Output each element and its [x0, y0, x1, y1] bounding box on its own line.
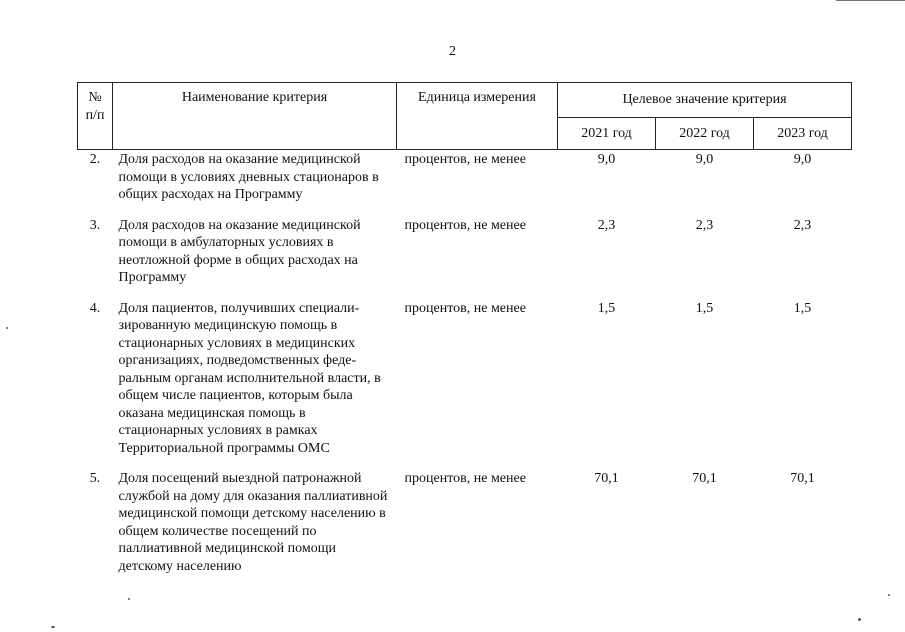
- row-name: Доля посещений выездной патронажной службой на дому для оказания паллиативной медицинской помощи детскому населению в общем количестве посещений по паллиативной медицинской помощи детскому населению: [118, 471, 388, 574]
- row-value-2021: 9,0: [597, 152, 616, 167]
- header-name: Наименование критерия: [113, 83, 397, 150]
- scan-speck: [128, 598, 130, 600]
- row-value-2023: 1,5: [793, 300, 812, 316]
- row-value-2021: 70,1: [594, 471, 619, 486]
- scan-speck: [858, 618, 861, 621]
- scan-speck: [51, 626, 55, 628]
- table-row: [78, 217, 852, 300]
- header-year-2023: 2023 год: [754, 118, 852, 150]
- top-edge-rule: [836, 0, 905, 1]
- row-name: Доля расходов на оказание медицинской помощи в условиях дневных стационаров в общих расходах на Программу: [118, 152, 379, 202]
- header-num: № п/п: [78, 83, 113, 150]
- row-unit: процентов, не менее: [404, 217, 526, 233]
- row-value-2022: 9,0: [695, 152, 714, 167]
- row-unit: процентов, не менее: [404, 300, 526, 316]
- row-num: 2.: [89, 152, 101, 167]
- header-unit: Единица измерения: [397, 83, 558, 150]
- scan-speck: [6, 327, 8, 329]
- row-name: Доля расходов на оказание медицинской помощи в амбулаторных условиях в неотложной форме в общих расходах на Программу: [118, 217, 361, 285]
- table-body: [78, 150, 852, 589]
- row-value-2021: 2,3: [597, 217, 616, 233]
- row-value-2022: 2,3: [695, 217, 714, 233]
- row-value-2022: 1,5: [695, 300, 714, 316]
- scan-speck: [888, 594, 890, 596]
- table-header: [78, 83, 852, 150]
- row-value-2023: 2,3: [793, 217, 812, 233]
- page-number: 2: [449, 44, 456, 59]
- row-num: 5.: [89, 471, 101, 486]
- row-unit: процентов, не менее: [404, 471, 526, 486]
- row-num: 3.: [89, 217, 101, 233]
- row-value-2021: 1,5: [597, 300, 616, 316]
- row-unit: процентов, не менее: [404, 152, 526, 167]
- row-value-2023: 9,0: [793, 152, 812, 167]
- row-value-2023: 70,1: [790, 471, 815, 486]
- row-value-2022: 70,1: [692, 471, 717, 486]
- row-name: Доля пациентов, получивших специализированную медицинскую помощь в стационарных условиях в медицинских организациях, подведомственных федеральным органам исполнительной власти, в общем числе пациентов, которым была оказана медицинская помощь в стационарных условиях в рамках Территориальной программы ОМС: [118, 300, 381, 456]
- table-row: [78, 300, 852, 471]
- header-year-2021: 2021 год: [558, 118, 656, 150]
- criteria-table: [77, 82, 852, 588]
- table-row: [78, 150, 852, 217]
- header-target: Целевое значение критерия: [558, 83, 852, 118]
- row-num: 4.: [89, 300, 101, 316]
- table-row: [78, 470, 852, 588]
- header-year-2022: 2022 год: [656, 118, 754, 150]
